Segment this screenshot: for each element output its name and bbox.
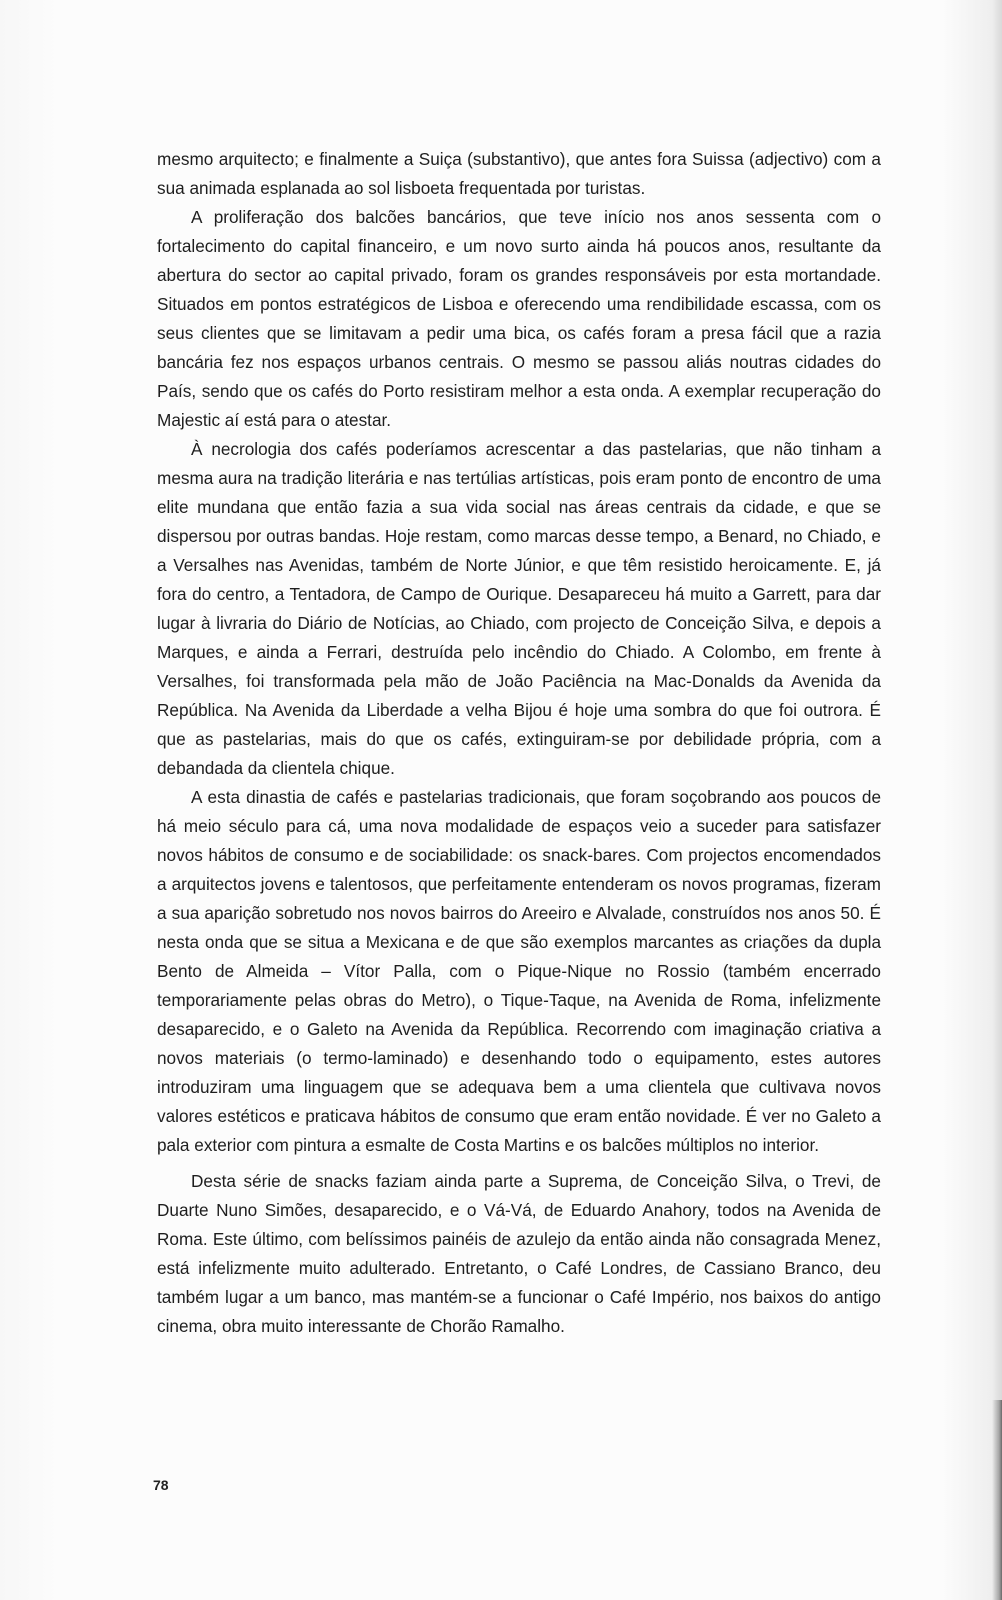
page-number: 78 [153,1477,169,1493]
paragraph-3: À necrologia dos cafés poderíamos acrescentar a das pastelarias, que não tinham a mesma aura na tradição literária e nas tertúlias artísticas, pois eram ponto de encontro de uma elite mundana que então fazia a sua vida social nas áreas centrais da cidade, e que se dispersou por outras bandas. Hoje restam, como marcas desse tempo, a Benard, no Chiado, e a Versalhes nas Avenidas, também de Norte Júnior, e que têm resistido heroicamente. E, já fora do centro, a Tentadora, de Campo de Ourique. Desapareceu há muito a Garrett, para dar lugar à livraria do Diário de Notícias, ao Chiado, com projecto de Conceição Silva, e depois a Marques, e ainda a Ferrari, destruída pelo incêndio do Chiado. A Colombo, em frente à Versalhes, foi transformada pela mão de João Paciência na Mac-Donalds da Avenida da República. Na Avenida da Liberdade a velha Bijou é hoje uma sombra do que foi outrora. É que as pastelarias, mais do que os cafés, extinguiram-se por debilidade própria, com a debandada da clientela chique. [157,439,881,778]
paragraph-1: mesmo arquitecto; e finalmente a Suiça (substantivo), que antes fora Suissa (adjectivo) com a sua animada esplanada ao sol lisboeta frequentada por turistas. [157,149,881,198]
paragraph-2: A proliferação dos balcões bancários, que teve início nos anos sessenta com o fortalecimento do capital financeiro, e um novo surto ainda há poucos anos, resultante da abertura do sector ao capital privado, foram os grandes responsáveis por esta mortandade. Situados em pontos estratégicos de Lisboa e oferecendo uma rendibilidade escassa, com os seus clientes que se limitavam a pedir uma bica, os cafés foram a presa fácil que a razia bancária fez nos espaços urbanos centrais. O mesmo se passou aliás noutras cidades do País, sendo que os cafés do Porto resistiram melhor a esta onda. A exemplar recuperação do Majestic aí está para o atestar. [157,207,881,430]
paragraph-4: A esta dinastia de cafés e pastelarias tradicionais, que foram soçobrando aos poucos de há meio século para cá, uma nova modalidade de espaços veio a suceder para satisfazer novos hábitos de consumo e de sociabilidade: os snack-bares. Com projectos encomendados a arquitectos jovens e talentosos, que perfeitamente entenderam os novos programas, fizeram a sua aparição sobretudo nos novos bairros do Areeiro e Alvalade, construídos nos anos 50. É nesta onda que se situa a Mexicana e de que são exemplos marcantes as criações da dupla Bento de Almeida – Vítor Palla, com o Pique-Nique no Rossio (também encerrado temporariamente pelas obras do Metro), o Tique-Taque, na Avenida de Roma, infelizmente desaparecido, e o Galeto na Avenida da República. Recorrendo com imaginação criativa a novos materiais (o termo-laminado) e desenhando todo o equipamento, estes autores introduziram uma linguagem que se adequava bem a uma clientela que cultivava novos valores estéticos e praticava hábitos de consumo que eram então novidade. É ver no Galeto a pala exterior com pintura a esmalte de Costa Martins e os balcões múltiplos no interior. [157,787,881,1155]
body-text [157,145,881,1341]
page-edge-shadow [992,1400,1002,1600]
paragraph-5: Desta série de snacks faziam ainda parte a Suprema, de Conceição Silva, o Trevi, de Duarte Nuno Simões, desaparecido, e o Vá-Vá, de Eduardo Anahory, todos na Avenida de Roma. Este último, com belíssimos painéis de azulejo da então ainda não consagrada Menez, está infelizmente muito adulterado. Entretanto, o Café Londres, de Cassiano Branco, deu também lugar a um banco, mas mantém-se a funcionar o Café Império, nos baixos do antigo cinema, obra muito interessante de Chorão Ramalho. [157,1171,881,1336]
